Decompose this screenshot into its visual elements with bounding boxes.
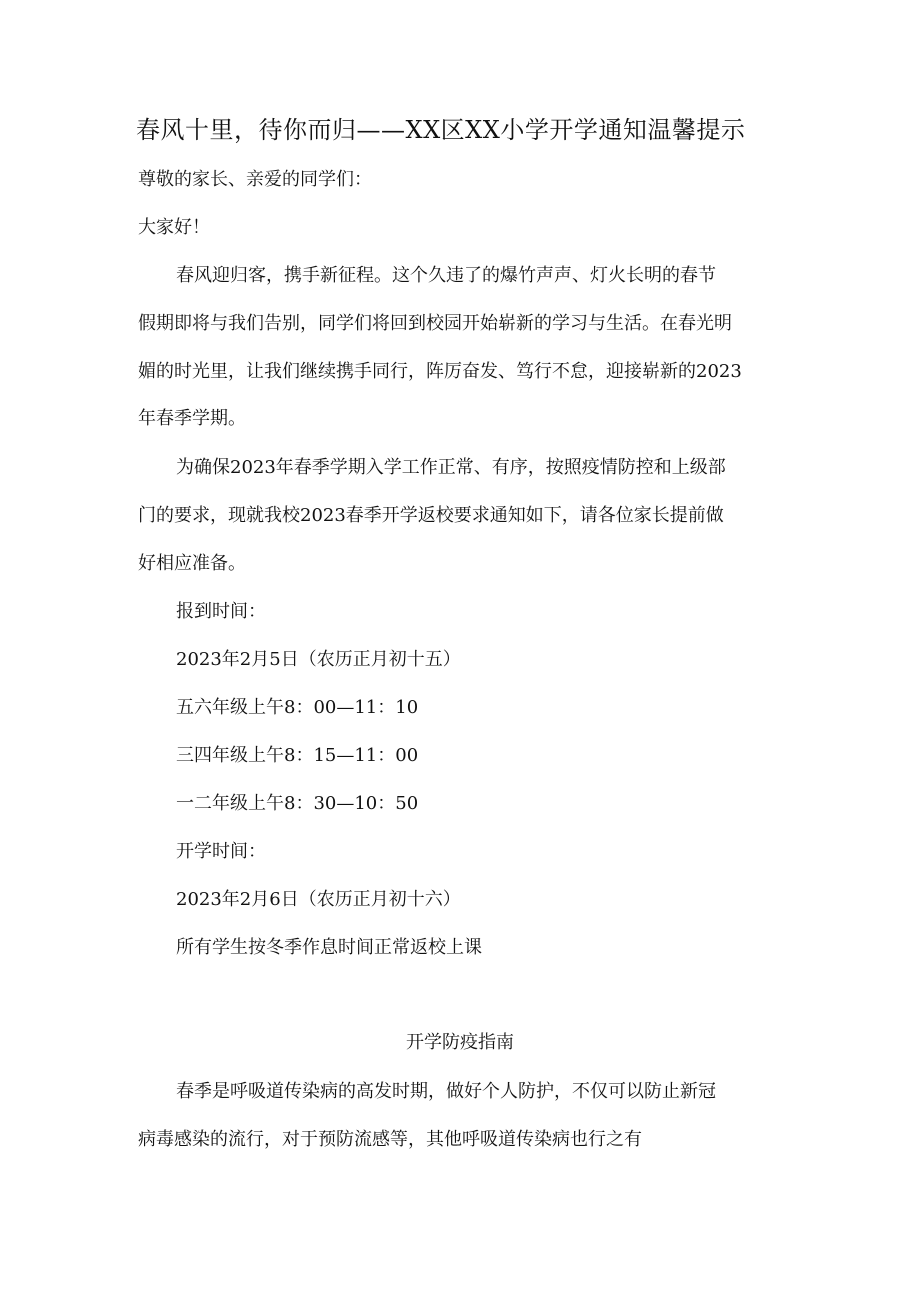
guide-paragraph-line-2: 病毒感染的流行，对于预防流感等，其他呼吸道传染病也行之有	[138, 1129, 642, 1150]
registration-heading: 报到时间：	[176, 601, 266, 622]
school-start-note: 所有学生按冬季作息时间正常返校上课	[176, 937, 482, 958]
paragraph1-line-3: 媚的时光里，让我们继续携手同行，阵厉奋发、笃行不怠，迎接崭新的2023	[138, 361, 742, 382]
paragraph2-line-1: 为确保2023年春季学期入学工作正常、有序，按照疫情防控和上级部	[176, 457, 726, 478]
paragraph2-line-3: 好相应准备。	[138, 553, 246, 574]
document-title: 春风十里，待你而归——XX区XX小学开学通知温馨提示	[136, 116, 746, 144]
registration-slot-grade34: 三四年级上午8：15—11：00	[176, 745, 419, 766]
school-start-date: 2023年2月6日（农历正月初十六）	[176, 889, 461, 910]
school-start-heading: 开学时间：	[176, 841, 266, 862]
paragraph1-line-2: 假期即将与我们告别，同学们将回到校园开始崭新的学习与生活。在春光明	[138, 313, 732, 334]
registration-slot-grade12: 一二年级上午8：30—10：50	[176, 793, 419, 814]
registration-slot-grade56: 五六年级上午8：00—11：10	[176, 697, 419, 718]
hello-line: 大家好！	[138, 217, 210, 238]
registration-date: 2023年2月5日（农历正月初十五）	[176, 649, 461, 670]
paragraph1-line-1: 春风迎归客，携手新征程。这个久违了的爆竹声声、灯火长明的春节	[176, 265, 716, 286]
guide-title: 开学防疫指南	[406, 1032, 514, 1053]
paragraph2-line-2: 门的要求，现就我校2023春季开学返校要求通知如下，请各位家长提前做	[138, 505, 724, 526]
paragraph1-line-4: 年春季学期。	[138, 408, 246, 429]
greeting: 尊敬的家长、亲爱的同学们：	[138, 169, 372, 190]
guide-paragraph-line-1: 春季是呼吸道传染病的高发时期，做好个人防护，不仅可以防止新冠	[176, 1081, 716, 1102]
